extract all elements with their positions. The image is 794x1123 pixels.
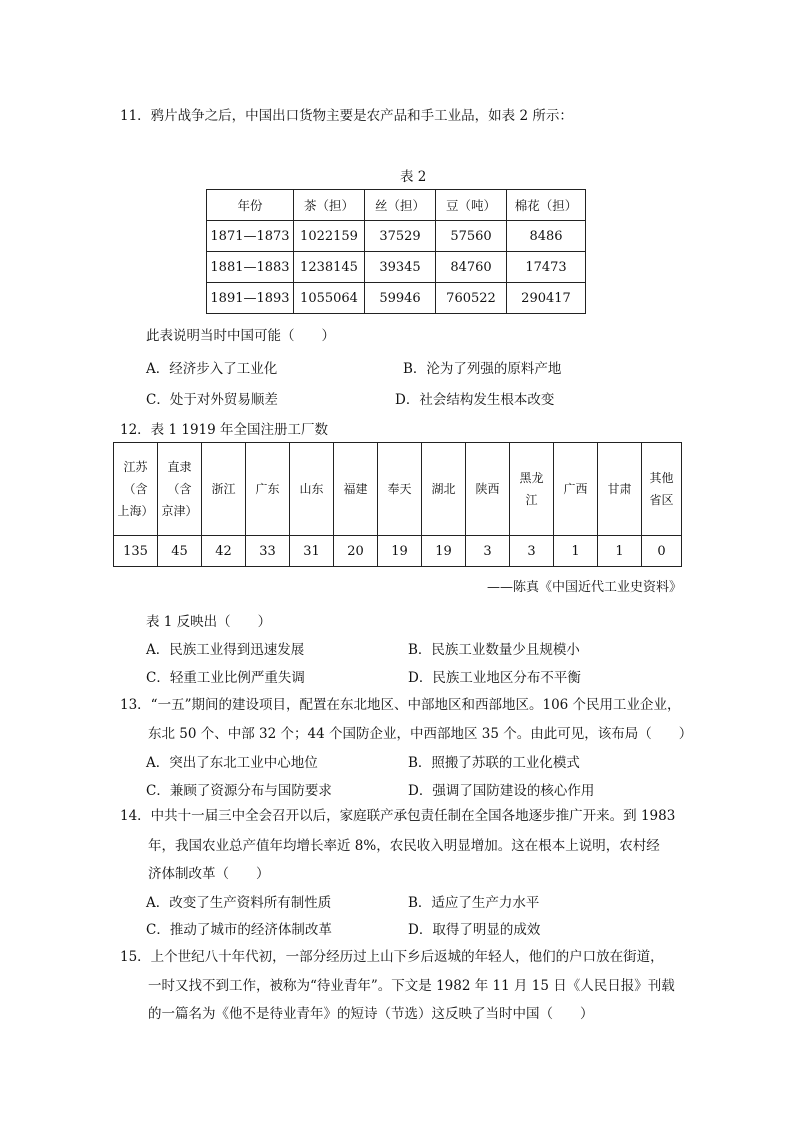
q12-source: ——陈真《中国近代工业史资料》	[486, 580, 682, 595]
header-cell: 其他 省区	[642, 443, 682, 536]
table-row	[207, 221, 586, 252]
q11-stem: 11．鸦片战争之后，中国出口货物主要是农产品和手工业品，如表 2 所示：	[120, 108, 573, 124]
table-cell: 19	[422, 536, 466, 567]
header-cell: 茶（担）	[294, 190, 365, 221]
table-cell: 37529	[365, 221, 436, 252]
header-cell: 奉天	[378, 443, 422, 536]
header-cell: 山东	[290, 443, 334, 536]
q11-option-a[interactable]: A．经济步入了工业化	[146, 361, 278, 377]
table-cell: 1871—1873	[207, 221, 294, 252]
table-cell: 84760	[436, 252, 507, 283]
table-cell: 0	[642, 536, 682, 567]
q14-option-d[interactable]: D．取得了明显的成效	[408, 922, 541, 938]
table-cell: 3	[510, 536, 554, 567]
q13-line-2: 东北 50 个、中部 32 个；44 个国防企业，中西部地区 35 个。由此可见，该布局（ ）	[148, 726, 693, 742]
q12-stem: 12．表 1 1919 年全国注册工厂数	[120, 422, 328, 438]
header-cell: 广西	[554, 443, 598, 536]
table-cell: 1022159	[294, 221, 365, 252]
table-cell: 3	[466, 536, 510, 567]
table-cell: 59946	[365, 283, 436, 314]
q11-option-b[interactable]: B．沦为了列强的原料产地	[403, 361, 562, 377]
q13-option-b[interactable]: B．照搬了苏联的工业化模式	[408, 755, 580, 771]
table-cell: 1238145	[294, 252, 365, 283]
table-cell: 1	[554, 536, 598, 567]
q13-option-d[interactable]: D．强调了国防建设的核心作用	[408, 783, 595, 799]
header-cell: 豆（吨）	[436, 190, 507, 221]
table-cell: 290417	[507, 283, 586, 314]
table-header-row	[207, 190, 586, 221]
table-cell: 45	[158, 536, 202, 567]
header-cell: 陕西	[466, 443, 510, 536]
q12-option-a[interactable]: A．民族工业得到迅速发展	[146, 642, 305, 658]
q12-question: 表 1 反映出（ ）	[146, 614, 272, 630]
table-cell: 57560	[436, 221, 507, 252]
header-cell: 直隶 （含 京津）	[158, 443, 202, 536]
table-cell: 8486	[507, 221, 586, 252]
header-cell: 福建	[334, 443, 378, 536]
q14-option-c[interactable]: C．推动了城市的经济体制改革	[146, 922, 332, 938]
q11-question: 此表说明当时中国可能（ ）	[146, 328, 335, 344]
table-header-row	[114, 443, 682, 536]
table-cell: 20	[334, 536, 378, 567]
table-cell: 39345	[365, 252, 436, 283]
q13-option-a[interactable]: A．突出了东北工业中心地位	[146, 755, 318, 771]
table-cell: 1891—1893	[207, 283, 294, 314]
header-cell: 湖北	[422, 443, 466, 536]
table-2	[206, 189, 586, 314]
header-cell: 浙江	[202, 443, 246, 536]
header-cell: 甘肃	[598, 443, 642, 536]
q12-option-d[interactable]: D．民族工业地区分布不平衡	[408, 670, 581, 686]
q12-option-c[interactable]: C．轻重工业比例严重失调	[146, 670, 305, 686]
header-cell: 棉花（担）	[507, 190, 586, 221]
q11-option-c[interactable]: C．处于对外贸易顺差	[146, 392, 278, 408]
table-cell: 1881—1883	[207, 252, 294, 283]
q13-line-1: 13．“一五”期间的建设项目，配置在东北地区、中部地区和西部地区。106 个民用工业企业，	[120, 697, 681, 713]
q13-option-c[interactable]: C．兼顾了资源分布与国防要求	[146, 783, 332, 799]
q14-option-a[interactable]: A．改变了生产资料所有制性质	[146, 895, 332, 911]
q12-option-b[interactable]: B．民族工业数量少且规模小	[408, 642, 580, 658]
table-cell: 17473	[507, 252, 586, 283]
header-cell: 黑龙 江	[510, 443, 554, 536]
table-cell: 19	[378, 536, 422, 567]
table-cell: 135	[114, 536, 158, 567]
table2-caption: 表 2	[400, 169, 427, 185]
table-cell: 1055064	[294, 283, 365, 314]
header-cell: 年份	[207, 190, 294, 221]
table-cell: 42	[202, 536, 246, 567]
table-row	[207, 283, 586, 314]
table-row	[114, 536, 682, 567]
q14-line-3: 济体制改革（ ）	[148, 866, 270, 882]
q15-line-2: 一时又找不到工作，被称为“待业青年”。下文是 1982 年 11 月 15 日《人民日报》刊载	[148, 978, 675, 994]
header-cell: 江苏 （含 上海）	[114, 443, 158, 536]
header-cell: 丝（担）	[365, 190, 436, 221]
table-cell: 31	[290, 536, 334, 567]
table-cell: 760522	[436, 283, 507, 314]
q14-line-2: 年，我国农业总产值年均增长率近 8%，农民收入明显增加。这在根本上说明，农村经	[148, 838, 660, 854]
q14-option-b[interactable]: B．适应了生产力水平	[408, 895, 540, 911]
header-cell: 广东	[246, 443, 290, 536]
q15-line-1: 15．上个世纪八十年代初，一部分经历过上山下乡后返城的年轻人，他们的户口放在街道，	[120, 949, 664, 965]
q11-option-d[interactable]: D．社会结构发生根本改变	[395, 392, 555, 408]
table-cell: 1	[598, 536, 642, 567]
table-row	[207, 252, 586, 283]
table-cell: 33	[246, 536, 290, 567]
q15-line-3: 的一篇名为《他不是待业青年》的短诗（节选）这反映了当时中国（ ）	[148, 1006, 594, 1022]
q14-line-1: 14．中共十一届三中全会召开以后，家庭联产承包责任制在全国各地逐步推广开来。到 1983	[120, 808, 676, 824]
table-1	[113, 442, 682, 567]
